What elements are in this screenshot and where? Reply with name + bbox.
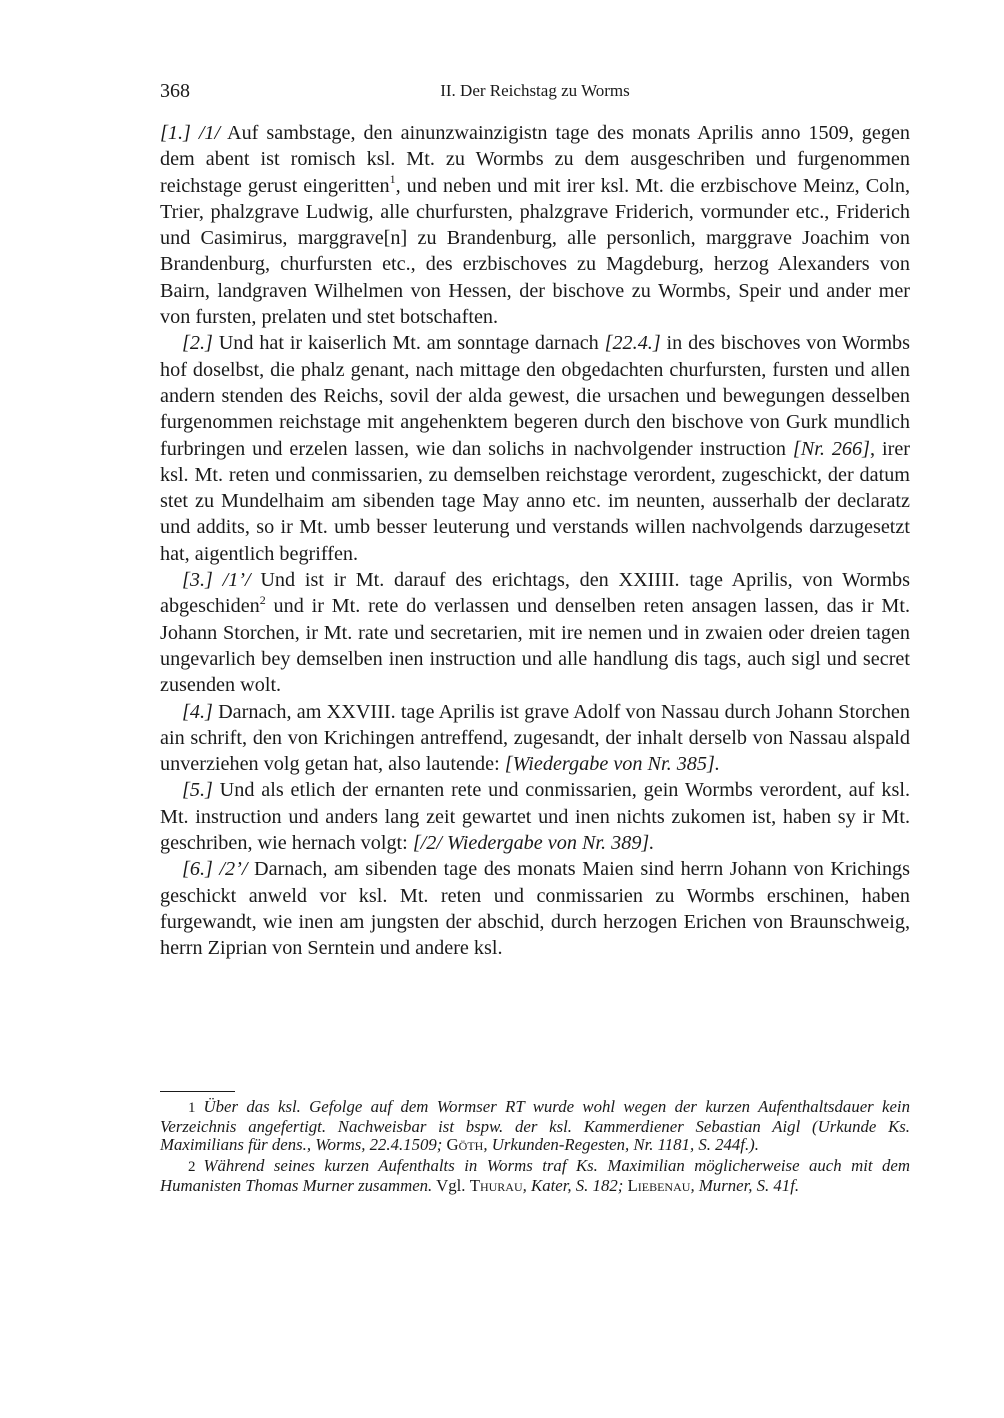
editorial-reference: [/2/ Wiedergabe von Nr. 389]. — [412, 832, 655, 855]
paragraph-text: , irer ksl. Mt. reten und conmissarien, zu demselben reichstage verordent, zugeschickt, der datum stet zu Mundelhaim am sibenden tage May anno etc. im neunten, ausserhalb der declaratz und addits, so ir Mt. umb besser leuterung und verstands willen nachvolgends darzugesetzt hat, aigentlich begriffen. — [160, 437, 910, 565]
paragraph-text: und ir Mt. rete do verlassen und denselben reten ansagen lassen, das ir Mt. Johann Storchen, ir Mt. rate und secretarien, mit ire nemen und in zwaien oder dreien tagen ungevarlich bey demselben inen instruction und alle handlung dis tags, auch sigl und secret zusenden wolt. — [160, 595, 910, 697]
footnote-ref-1[interactable]: 1 — [389, 171, 396, 186]
footnote-text: Während seines kurzen Aufenthalts in Worms traf Ks. Maximilian möglicherweise auch mit dem Humanisten Thomas Murner zusammen. — [160, 1156, 910, 1196]
footnote-text: , Urkunden-Regesten, Nr. 1181, S. 244f.). — [483, 1134, 759, 1154]
footnote-2 — [160, 1157, 910, 1195]
footnote-text: Über das ksl. Gefolge auf dem Wormser RT wurde wohl wegen der kurzen Aufenthaltsdauer kein Verzeichnis angefertigt. Nachweisbar ist bspw. der ksl. Kammerdiener Sebastian Aigl (Urkunde Ks. Maximilians für dens., Worms, 22.4.1509; — [160, 1097, 910, 1154]
editorial-date: [22.4.] — [604, 332, 661, 355]
paragraph-text: Und ist ir Mt. darauf des erichtags, den XXIIII. tage Aprilis, von Wormbs abgeschiden — [160, 569, 910, 618]
page-header — [160, 80, 910, 110]
footnote-divider — [160, 1091, 235, 1092]
footnote-text-roman: Vgl. — [432, 1176, 470, 1196]
paragraph-2 — [160, 330, 910, 567]
footnote-text: , Kater, S. 182; — [522, 1176, 624, 1196]
footnotes — [160, 1098, 910, 1195]
footnote-1 — [160, 1098, 910, 1153]
footnote-text: , Murner, S. 41f. — [690, 1176, 800, 1196]
paragraph-text: Auf sambstage, den ainunzwainzigistn tage des monats Aprilis anno 1509, gegen dem abent ist romisch ksl. Mt. zu Wormbs zu dem ausgeschriben und furgenommen reichstage gerust eingeritten — [160, 122, 910, 197]
paragraph-text: Und als etlich der ernanten rete und conmissarien, gein Wormbs verordent, auf ksl. Mt. instruction und anders lang zeit gewartet und inen nichts zukomen ist, haben sy ir Mt. geschriben, wie hernach volgt: — [160, 779, 910, 855]
editorial-marker: [5.] — [182, 779, 213, 802]
paragraph-1 — [160, 120, 910, 330]
paragraph-3 — [160, 567, 910, 698]
editorial-reference: [Wiedergabe von Nr. 385]. — [504, 753, 720, 776]
author-name: Göth — [446, 1134, 484, 1154]
editorial-marker: [4.] — [182, 700, 213, 723]
author-name: Liebenau — [627, 1176, 691, 1196]
paragraph-text: Darnach, am XXVIII. tage Aprilis ist grave Adolf von Nassau durch Johann Storchen ain schrift, den von Krichingen antreffend, zugesandt, der inhalt derselb von Nassau alspald unverziehen volg getan hat, also lautende: — [160, 700, 910, 776]
main-text — [160, 120, 910, 962]
paragraph-6 — [160, 856, 910, 961]
footnote-ref-2[interactable]: 2 — [259, 592, 266, 607]
editorial-marker: [3.] /1’/ — [182, 569, 251, 592]
paragraph-5 — [160, 777, 910, 856]
page-number: 368 — [160, 80, 190, 102]
running-head: II. Der Reichstag zu Worms — [440, 81, 630, 100]
editorial-marker: [6.] /2’/ — [182, 858, 248, 881]
paragraph-text: in des bischoves von Wormbs hof doselbst, die phalz genant, nach mittage den obgedachten churfursten, fursten und allen andern stenden des Reichs, sovil der alda gewest, die ursachen und bewegungen desselben furgenommen reichstage mit angehenktem begeren durch den bischove von Gurk mundlich furbringen und erzelen lassen, wie dan solichs in nachvolgender instruction — [160, 332, 910, 460]
editorial-reference: [Nr. 266] — [792, 437, 870, 460]
editorial-marker: [2.] — [182, 332, 213, 355]
footnote-mark: 2 — [188, 1159, 196, 1176]
editorial-marker: [1.] /1/ — [160, 122, 221, 144]
author-name: Thurau — [469, 1176, 523, 1196]
paragraph-text: Darnach, am sibenden tage des monats Maien sind herrn Johann von Krichings geschickt anweld vor ksl. Mt. reten und conmissarien zu Wormbs erschinen, haben furgewandt, wie inen am jungsten der abschid, durch herzogen Erichen von Braunschweig, herrn Ziprian von Serntein und andere ksl. — [160, 858, 910, 960]
footnote-mark: 1 — [188, 1100, 196, 1116]
paragraph-text: Und hat ir kaiserlich Mt. am sonntage darnach — [212, 332, 605, 355]
paragraph-4 — [160, 699, 910, 778]
paragraph-text: , und neben und mit irer ksl. Mt. die erzbischove Meinz, Coln, Trier, phalzgrave Ludwig, alle churfursten, phalzgrave Friderich, vormunder etc., Friderich und Casimirus, marggrave[n] zu Brandenburg, alle personlich, marggrave Joachim von Brandenburg, churfursten etc., des erzbischoves zu Magdeburg, herzog Alexanders von Bairn, landgraven Wilhelmen von Hessen, der bischove zu Wormbs, Speir und ander mer von fursten, prelaten und stet botschaften. — [160, 174, 911, 329]
